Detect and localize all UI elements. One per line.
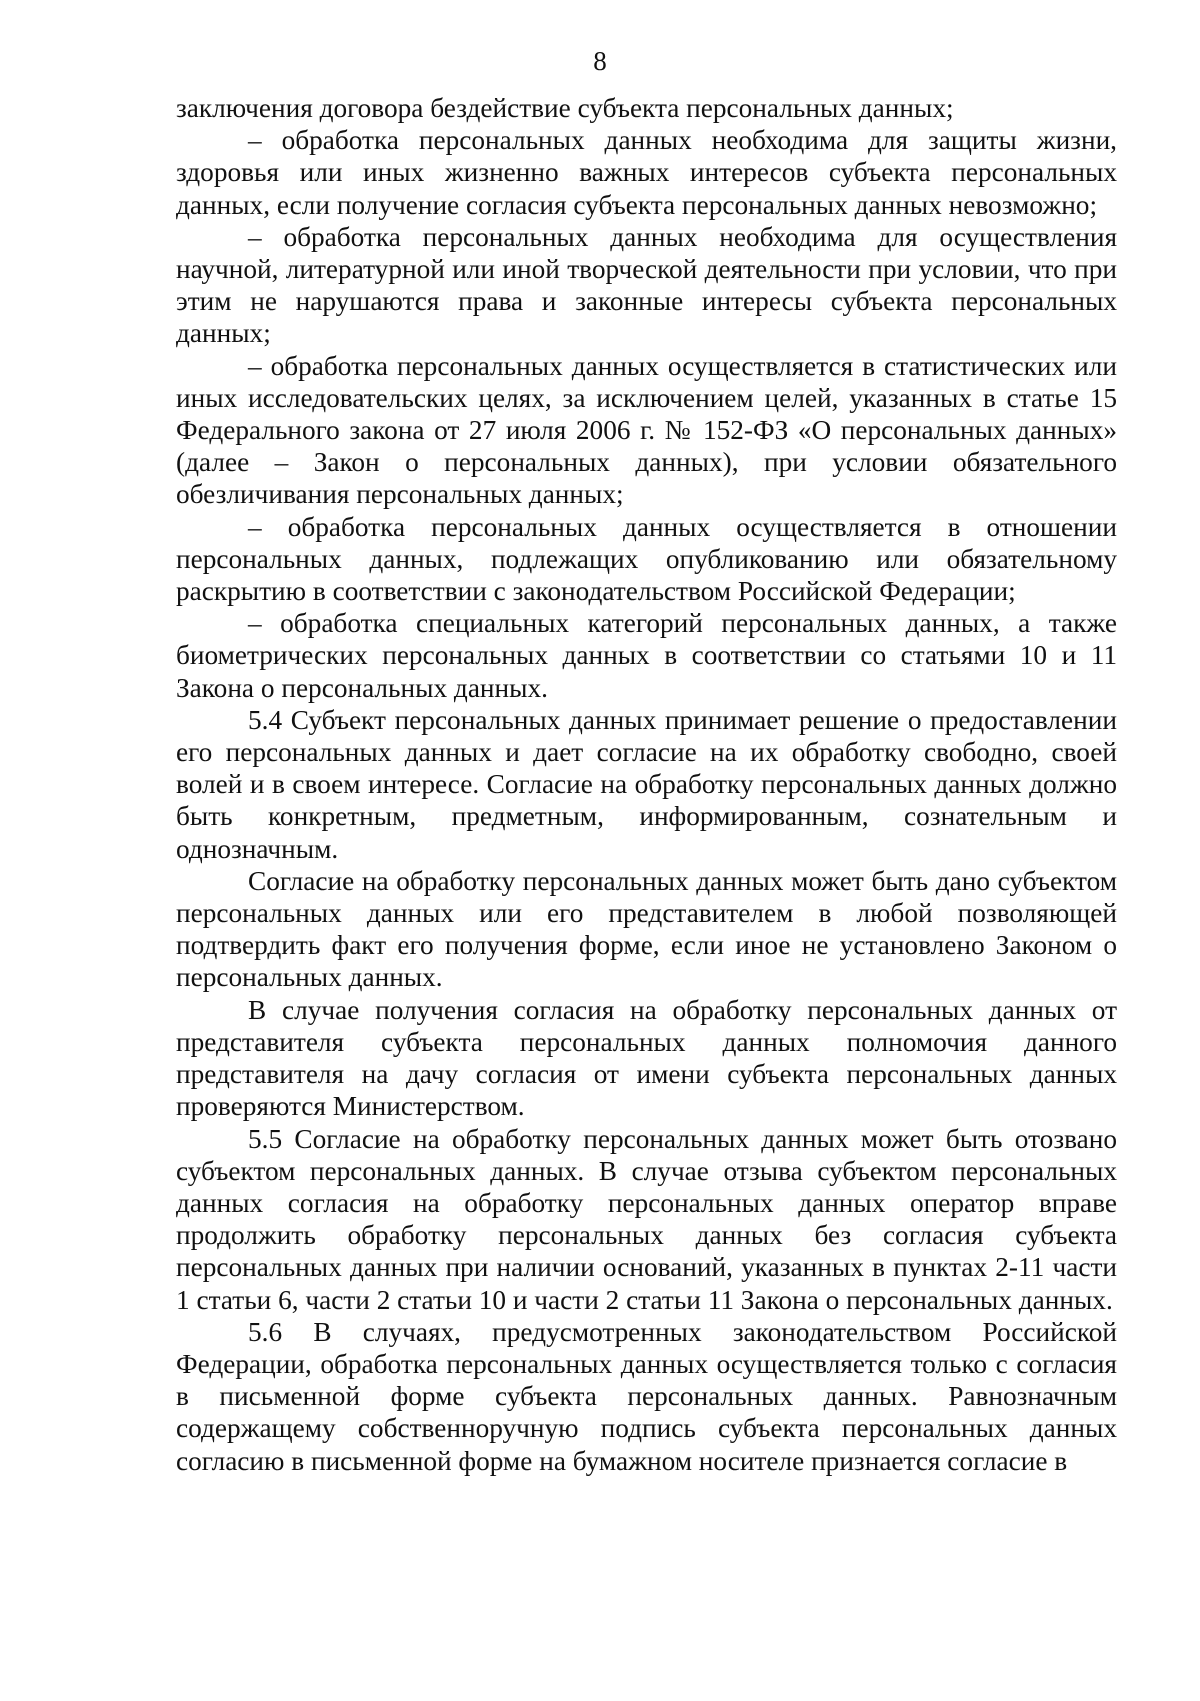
paragraph-list-item-publication: – обработка персональных данных осуществляется в отношении персональных данных, подлежащих опубликованию или обязательному раскрытию в соответствии с законодательством Российской Федерации; <box>176 511 1117 607</box>
paragraph-representative-consent: В случае получения согласия на обработку персональных данных от представителя субъекта персональных данных полномочия данного представителя на дачу согласия от имени субъекта персональных данных проверяются Министерством. <box>176 994 1117 1122</box>
paragraph-section-5-6: 5.6 В случаях, предусмотренных законодательством Российской Федерации, обработка персональных данных осуществляется только с согласия в письменной форме субъекта персональных данных. Равнозначным содержащему собственноручную подпись субъекта персональных данных согласию в письменной форме на бумажном носителе признается согласие в <box>176 1316 1117 1476</box>
paragraph-list-item-creative-activity: – обработка персональных данных необходима для осуществления научной, литературной или иной творческой деятельности при условии, что при этим не нарушаются права и законные интересы субъекта персональных данных; <box>176 221 1117 349</box>
paragraph-continuation: заключения договора бездействие субъекта персональных данных; <box>176 93 954 123</box>
paragraph-section-5-4: 5.4 Субъект персональных данных принимает решение о предоставлении его персональных данных и дает согласие на их обработку свободно, своей волей и в своем интересе. Согласие на обработку персональных данных должно быть конкретным, предметным, информированным, сознательным и однозначным. <box>176 704 1117 864</box>
paragraph-list-item-vital-interests: – обработка персональных данных необходима для защиты жизни, здоровья или иных жизненно важных интересов субъекта персональных данных, если получение согласия субъекта персональных данных невозможно; <box>176 125 1117 220</box>
document-body <box>176 92 1117 1477</box>
paragraph-consent-form: Согласие на обработку персональных данных может быть дано субъектом персональных данных или его представителем в любой позволяющей подтвердить факт его получения форме, если иное не установлено Законом о персональных данных. <box>176 865 1117 993</box>
paragraph-list-item-statistical-purposes: – обработка персональных данных осуществляется в статистических или иных исследовательских целях, за исключением целей, указанных в статье 15 Федерального закона от 27 июля 2006 г. № 152-ФЗ «О персональных данных» (далее – Закон о персональных данных), при условии обязательного обезличивания персональных данных; <box>176 350 1117 510</box>
paragraph-section-5-5: 5.5 Согласие на обработку персональных данных может быть отозвано субъектом персональных данных. В случае отзыва субъектом персональных данных согласия на обработку персональных данных оператор вправе продолжить обработку персональных данных без согласия субъекта персональных данных при наличии оснований, указанных в пунктах 2-11 части 1 статьи 6, части 2 статьи 10 и части 2 статьи 11 Закона о персональных данных. <box>176 1123 1117 1315</box>
paragraph-list-item-special-categories: – обработка специальных категорий персональных данных, а также биометрических персональных данных в соответствии со статьями 10 и 11 Закона о персональных данных. <box>176 608 1117 703</box>
page-number: 8 <box>593 46 607 76</box>
